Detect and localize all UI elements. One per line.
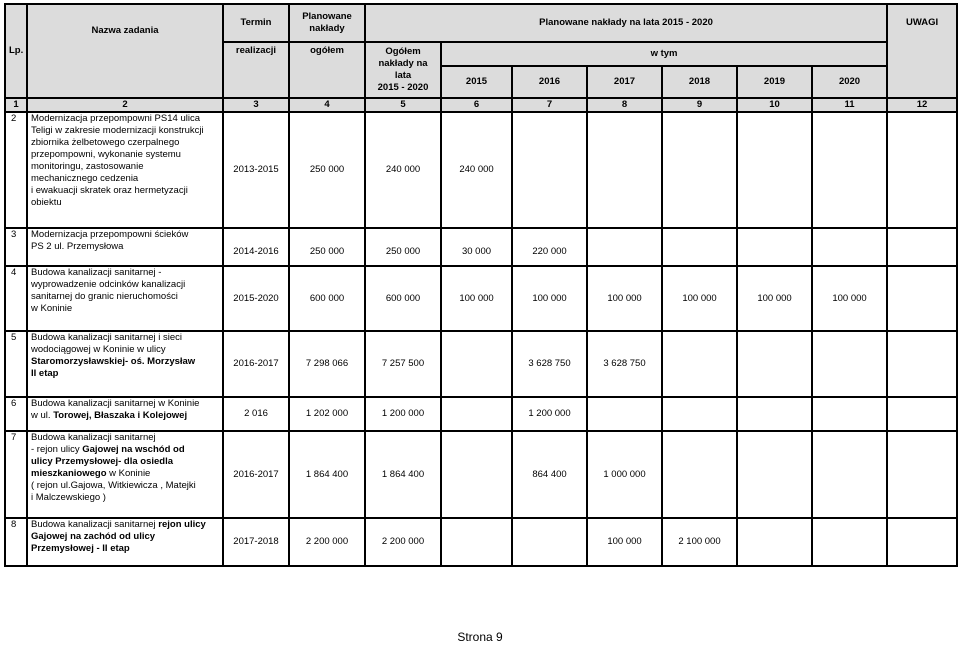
task-name-part: Gajowej na wschód od: [82, 444, 185, 455]
row-lp: 5: [5, 331, 27, 397]
row-2016: [512, 112, 587, 228]
task-name-line: Staromorzysławskiej- oś. Morzysław: [31, 356, 196, 367]
investment-table: [4, 3, 958, 567]
row-task-name: [27, 518, 223, 566]
task-name-line: monitoringu, zastosowanie: [31, 161, 144, 172]
table-row: [5, 331, 957, 397]
row-2015: 100 000: [441, 266, 512, 331]
row-2018: 2 100 000: [662, 518, 737, 566]
task-name-line: i ewakuacji skratek oraz hermetyzacji: [31, 185, 188, 196]
task-name-line: Teligi w zakresie modernizacji konstrukcji: [31, 125, 204, 136]
row-2017: [587, 397, 662, 431]
task-name-line: Budowa kanalizacji sanitarnej i sieci: [31, 332, 183, 343]
table-row: [5, 112, 957, 228]
row-total: 1 864 400: [365, 431, 441, 518]
row-term: 2016-2017: [223, 431, 289, 518]
header-planned: [289, 4, 365, 42]
row-2020: [812, 518, 887, 566]
task-name-line: Modernizacja przepompowni ścieków: [31, 229, 189, 240]
task-name-line: Modernizacja przepompowni PS14 ulica: [31, 113, 200, 124]
row-planned: 2 200 000: [289, 518, 365, 566]
header-year-2016: 2016: [512, 66, 587, 98]
row-term: 2014-2016: [223, 228, 289, 266]
table-row: [5, 397, 957, 431]
row-planned: 7 298 066: [289, 331, 365, 397]
row-2015: [441, 331, 512, 397]
col-number: 2: [27, 98, 223, 112]
row-total: 250 000: [365, 228, 441, 266]
header-planned-total: ogółem: [289, 42, 365, 98]
task-name-part: Budowa kanalizacji sanitarnej: [31, 519, 159, 530]
row-2018: [662, 331, 737, 397]
row-2019: [737, 112, 812, 228]
table-row: [5, 228, 957, 266]
row-lp: 7: [5, 431, 27, 518]
col-number: 1: [5, 98, 27, 112]
task-name-line: obiektu: [31, 197, 62, 208]
row-total: 600 000: [365, 266, 441, 331]
task-name-line: [31, 468, 219, 480]
task-name-line: Przemysłowej - II etap: [31, 543, 130, 554]
task-name-line: ( rejon ul.Gajowa, Witkiewicza , Matejki: [31, 480, 196, 491]
task-name-line: [31, 444, 219, 456]
task-name-line: [31, 410, 219, 422]
row-2016: 3 628 750: [512, 331, 587, 397]
header-lp: Lp.: [5, 4, 27, 98]
col-number: 10: [737, 98, 812, 112]
col-number: 6: [441, 98, 512, 112]
header-row-1: [5, 4, 957, 42]
row-notes: [887, 397, 957, 431]
header-year-2020: 2020: [812, 66, 887, 98]
row-2020: [812, 397, 887, 431]
row-total: 7 257 500: [365, 331, 441, 397]
row-2018: [662, 228, 737, 266]
row-2020: [812, 228, 887, 266]
row-notes: [887, 518, 957, 566]
row-2018: [662, 397, 737, 431]
row-2020: [812, 331, 887, 397]
row-planned: 1 202 000: [289, 397, 365, 431]
col-number: 7: [512, 98, 587, 112]
col-number: 5: [365, 98, 441, 112]
row-notes: [887, 228, 957, 266]
row-task-name: [27, 397, 223, 431]
row-lp: 6: [5, 397, 27, 431]
col-number: 11: [812, 98, 887, 112]
row-term: 2015-2020: [223, 266, 289, 331]
row-lp: 4: [5, 266, 27, 331]
row-2019: [737, 331, 812, 397]
row-2019: 100 000: [737, 266, 812, 331]
page-number: Strona 9: [457, 630, 503, 644]
row-planned: 250 000: [289, 228, 365, 266]
row-2018: [662, 431, 737, 518]
header-in-which: w tym: [441, 42, 887, 66]
row-2019: [737, 518, 812, 566]
task-name-line: [31, 519, 219, 531]
row-planned: 1 864 400: [289, 431, 365, 518]
row-2016: 864 400: [512, 431, 587, 518]
table-row: [5, 431, 957, 518]
row-2017: 3 628 750: [587, 331, 662, 397]
header-total-years: [365, 42, 441, 98]
header-total-line3: 2015 - 2020: [377, 82, 429, 93]
row-2016: 100 000: [512, 266, 587, 331]
task-name-line: Budowa kanalizacji sanitarnej w Koninie: [31, 398, 200, 409]
row-term: 2016-2017: [223, 331, 289, 397]
row-2016: 220 000: [512, 228, 587, 266]
table-row: [5, 518, 957, 566]
task-name-line: Budowa kanalizacji sanitarnej: [31, 432, 156, 443]
row-2015: 240 000: [441, 112, 512, 228]
row-total: 1 200 000: [365, 397, 441, 431]
row-term: 2 016: [223, 397, 289, 431]
task-name-part: mieszkaniowego: [31, 468, 110, 479]
row-2017: 100 000: [587, 266, 662, 331]
task-name-line: Budowa kanalizacji sanitarnej -: [31, 267, 162, 278]
row-task-name: [27, 266, 223, 331]
task-name-line: wodociągowej w Koninie w ulicy: [31, 344, 166, 355]
task-name-part: w ul.: [31, 410, 54, 421]
row-2016: 1 200 000: [512, 397, 587, 431]
row-2018: 100 000: [662, 266, 737, 331]
row-2020: 100 000: [812, 266, 887, 331]
row-lp: 3: [5, 228, 27, 266]
task-name-line: ulicy Przemysłowej- dla osiedla: [31, 456, 174, 467]
row-lp: 2: [5, 112, 27, 228]
row-2017: 1 000 000: [587, 431, 662, 518]
table-row: [5, 266, 957, 331]
row-total: 240 000: [365, 112, 441, 228]
header-term-line2: realizacji: [223, 42, 289, 98]
header-year-2015: 2015: [441, 66, 512, 98]
column-numbers-row: [5, 98, 957, 112]
task-name-part: - rejon ulicy: [31, 444, 83, 455]
header-total-line1: Ogółem: [385, 46, 421, 57]
header-notes: UWAGI: [887, 4, 957, 98]
row-2017: [587, 112, 662, 228]
header-planned-line1: Planowane: [302, 11, 352, 22]
task-name-part: Torowej, Błaszaka i Kolejowej: [53, 410, 188, 421]
row-2019: [737, 431, 812, 518]
row-2020: [812, 112, 887, 228]
task-name-line: sanitarnej do granic nieruchomości: [31, 291, 178, 302]
header-total-line2: nakłady na lata: [378, 58, 428, 81]
task-name-part: w Koninie: [109, 468, 151, 479]
task-name-line: II etap: [31, 368, 59, 379]
row-2015: [441, 431, 512, 518]
row-2015: [441, 518, 512, 566]
task-name-line: zbiornika żelbetowego czerpalnego: [31, 137, 180, 148]
col-number: 3: [223, 98, 289, 112]
row-2020: [812, 431, 887, 518]
row-notes: [887, 431, 957, 518]
task-name-line: mechanicznego cedzenia: [31, 173, 139, 184]
row-2017: 100 000: [587, 518, 662, 566]
task-name-part: rejon ulicy: [158, 519, 206, 530]
header-planned-line2: nakłady: [309, 23, 345, 34]
row-2015: [441, 397, 512, 431]
col-number: 4: [289, 98, 365, 112]
row-task-name: [27, 331, 223, 397]
task-name-line: Gajowej na zachód od ulicy: [31, 531, 156, 542]
row-notes: [887, 266, 957, 331]
row-planned: 600 000: [289, 266, 365, 331]
task-name-line: wyprowadzenie odcinków kanalizacji: [31, 279, 186, 290]
header-years-title: Planowane nakłady na lata 2015 - 2020: [365, 4, 887, 42]
task-name-line: w Koninie: [31, 303, 73, 314]
col-number: 12: [887, 98, 957, 112]
row-2015: 30 000: [441, 228, 512, 266]
col-number: 8: [587, 98, 662, 112]
header-year-2017: 2017: [587, 66, 662, 98]
row-2017: [587, 228, 662, 266]
row-2019: [737, 228, 812, 266]
row-notes: [887, 112, 957, 228]
row-notes: [887, 331, 957, 397]
row-total: 2 200 000: [365, 518, 441, 566]
row-task-name: [27, 431, 223, 518]
row-planned: 250 000: [289, 112, 365, 228]
task-name-line: PS 2 ul. Przemysłowa: [31, 241, 124, 252]
task-name-line: i Malczewskiego ): [31, 492, 106, 503]
task-name-line: przepompowni, wykonanie systemu: [31, 149, 181, 160]
row-task-name: [27, 228, 223, 266]
header-year-2018: 2018: [662, 66, 737, 98]
col-number: 9: [662, 98, 737, 112]
header-year-2019: 2019: [737, 66, 812, 98]
row-term: 2013-2015: [223, 112, 289, 228]
row-term: 2017-2018: [223, 518, 289, 566]
row-2019: [737, 397, 812, 431]
row-2018: [662, 112, 737, 228]
row-2016: [512, 518, 587, 566]
header-task-name: Nazwa zadania: [27, 4, 223, 98]
row-lp: 8: [5, 518, 27, 566]
header-term-line1: Termin: [223, 4, 289, 42]
row-task-name: [27, 112, 223, 228]
